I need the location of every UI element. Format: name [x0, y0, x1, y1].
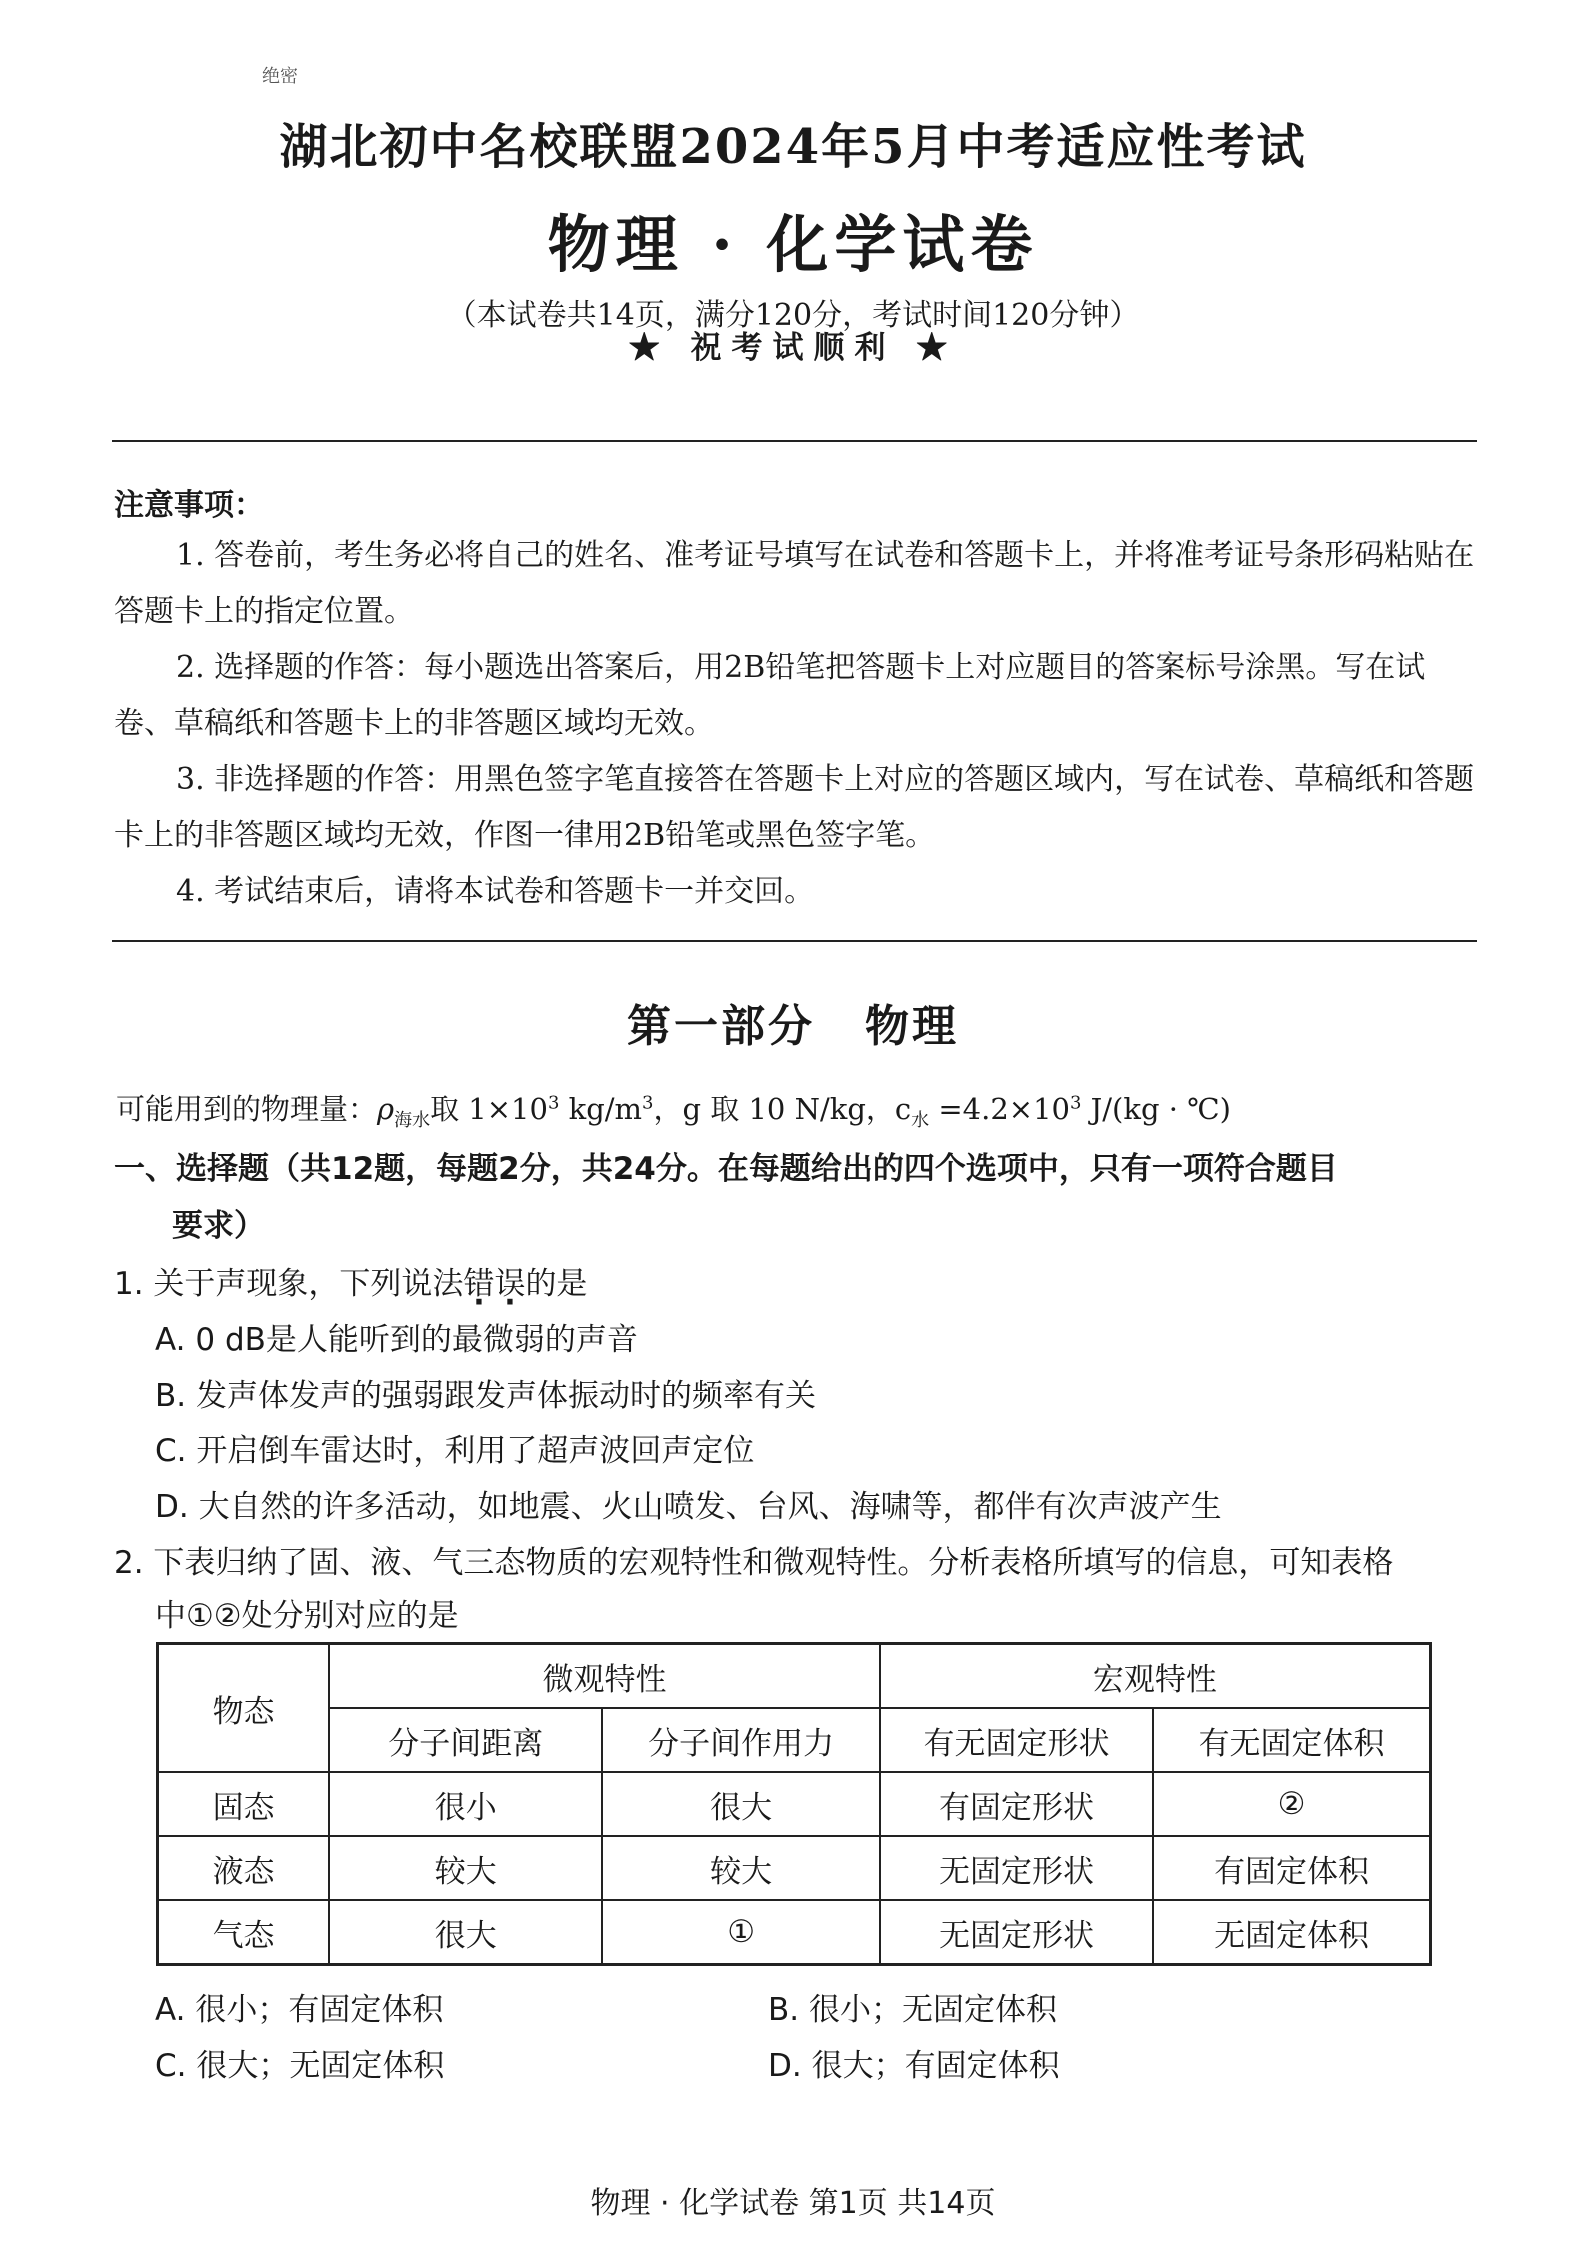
table-header-row — [158, 1644, 1431, 1709]
table-subheader-row — [158, 1708, 1431, 1772]
table-header-macro: 宏观特性 — [880, 1644, 1431, 1709]
question-2-option-b[interactable]: B. 很小；无固定体积 — [768, 1992, 1057, 2028]
question-2-option-c[interactable]: C. 很大；无固定体积 — [155, 2048, 445, 2084]
table-cell: 很小 — [329, 1772, 602, 1836]
corner-mark: 绝密 — [262, 66, 298, 87]
table-cell: 较大 — [329, 1836, 602, 1900]
table-row — [158, 1900, 1431, 1965]
table-cell: 气态 — [158, 1900, 330, 1965]
good-luck-banner: ★ 祝考试顺利 ★ — [628, 330, 958, 366]
question-2-stem-line-1: 2. 下表归纳了固、液、气三态物质的宏观特性和微观特性。分析表格所填写的信息，可知表格 — [114, 1545, 1394, 1581]
table-cell: 无固定形状 — [880, 1900, 1153, 1965]
part-subject: 物理 — [865, 1001, 959, 1052]
exam-title: 湖北初中名校联盟2024年5月中考适应性考试 — [279, 119, 1307, 175]
exam-info: （本试卷共14页，满分120分，考试时间120分钟） — [446, 298, 1140, 333]
table-cell: ① — [602, 1900, 879, 1965]
paper-name: 物理 · 化学试卷 — [547, 208, 1039, 281]
note-item-2: 2. 选择题的作答：每小题选出答案后，用2B铅笔把答题卡上对应题目的答案标号涂黑。写在试卷、草稿纸和答题卡上的非答题区域均无效。 — [114, 650, 1426, 741]
question-2-option-d[interactable]: D. 很大；有固定体积 — [768, 2048, 1060, 2084]
table-cell: ② — [1153, 1772, 1430, 1836]
question-1-option-c[interactable]: C. 开启倒车雷达时，利用了超声波回声定位 — [155, 1433, 755, 1469]
table-cell: 很大 — [602, 1772, 879, 1836]
question-1-option-a[interactable]: A. 0 dB是人能听到的最微弱的声音 — [155, 1322, 638, 1358]
table-row — [158, 1836, 1431, 1900]
page-footer: 物理 · 化学试卷 第1页 共14页 — [590, 2186, 996, 2221]
table-cell: 很大 — [329, 1900, 602, 1965]
note-item-4: 4. 考试结束后，请将本试卷和答题卡一并交回。 — [176, 874, 815, 909]
table-cell: 较大 — [602, 1836, 879, 1900]
question-1-option-d[interactable]: D. 大自然的许多活动，如地震、火山喷发、台风、海啸等，都伴有次声波产生 — [155, 1489, 1222, 1525]
table-cell: 有固定形状 — [880, 1772, 1153, 1836]
divider-top — [112, 440, 1477, 442]
table-subheader: 有无固定体积 — [1153, 1708, 1430, 1772]
divider-middle — [112, 940, 1477, 942]
table-cell: 固态 — [158, 1772, 330, 1836]
question-1-stem: 1. 关于声现象，下列说法错误的是 — [114, 1266, 588, 1302]
note-item-3: 3. 非选择题的作答：用黑色签字笔直接答在答题卡上对应的答题区域内，写在试卷、草稿纸和答题卡上的非答题区域均无效，作图一律用2B铅笔或黑色签字笔。 — [114, 762, 1475, 853]
question-1-option-b[interactable]: B. 发声体发声的强弱跟发声体振动时的频率有关 — [155, 1378, 816, 1414]
table-subheader: 分子间作用力 — [602, 1708, 879, 1772]
question-2-option-a[interactable]: A. 很小；有固定体积 — [155, 1992, 444, 2028]
physical-constants: 可能用到的物理量：$\rho_{海水}$取 $1\times 10^3$ $kg/m^3$，g 取 10 N/kg，$c_水 =4.2\times 10^3$ J/(kg · ℃) — [116, 1092, 1231, 1131]
question-2-stem-line-2: 中①②处分别对应的是 — [155, 1598, 459, 1634]
table-subheader: 分子间距离 — [329, 1708, 602, 1772]
part-label: 第一部分 — [627, 1001, 815, 1052]
table-row — [158, 1772, 1431, 1836]
notes-heading: 注意事项： — [114, 488, 264, 523]
table-header-micro: 微观特性 — [329, 1644, 880, 1709]
states-of-matter-table — [156, 1642, 1432, 1966]
table-subheader: 有无固定形状 — [880, 1708, 1153, 1772]
section-heading: 一、选择题（共12题，每题2分，共24分。在每题给出的四个选项中，只有一项符合题目 要求） — [114, 1151, 1338, 1244]
part-title — [0, 990, 1586, 1054]
table-cell: 无固定形状 — [880, 1836, 1153, 1900]
note-item-1: 1. 答卷前，考生务必将自己的姓名、准考证号填写在试卷和答题卡上，并将准考证号条形码粘贴在答题卡上的指定位置。 — [114, 538, 1475, 629]
table-header-state: 物态 — [158, 1644, 330, 1773]
table-cell: 有固定体积 — [1153, 1836, 1430, 1900]
table-cell: 液态 — [158, 1836, 330, 1900]
table-cell: 无固定体积 — [1153, 1900, 1430, 1965]
